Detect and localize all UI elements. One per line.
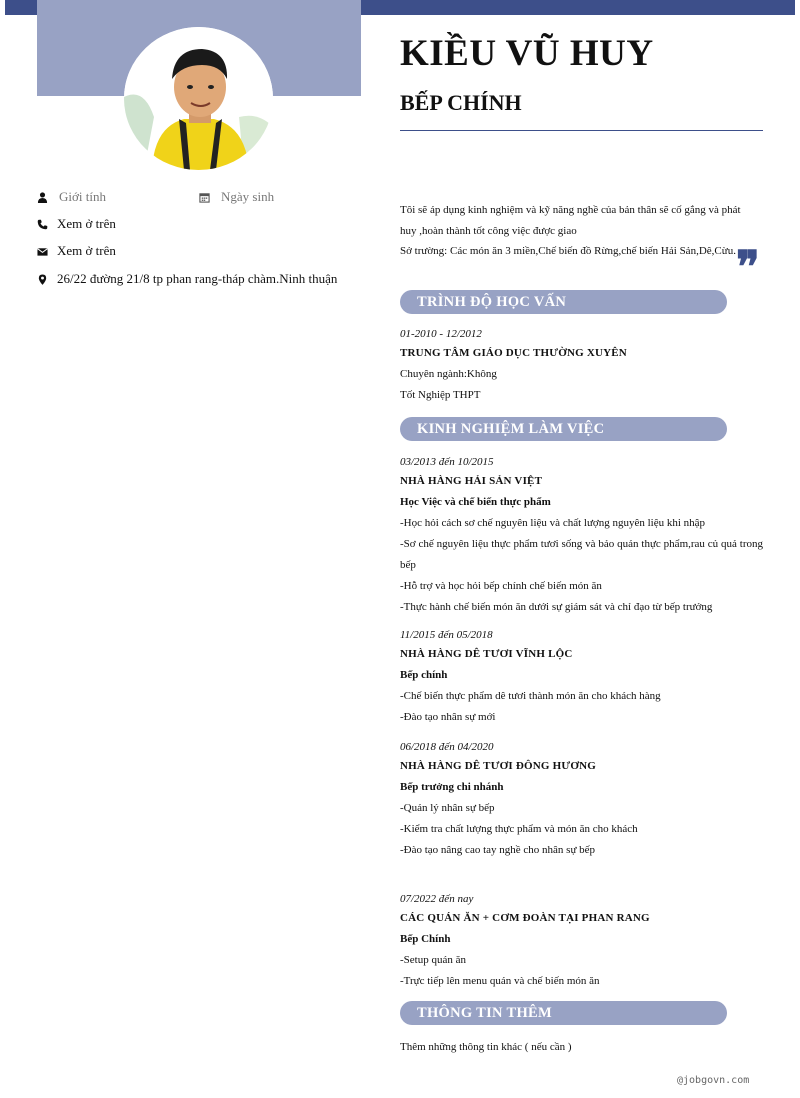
additional-entry <box>400 1037 763 1058</box>
additional-heading: THÔNG TIN THÊM <box>400 1001 727 1025</box>
education-heading: TRÌNH ĐỘ HỌC VẤN <box>400 290 727 314</box>
job-entry <box>400 889 763 992</box>
job-entry <box>400 625 763 728</box>
job-entry <box>400 737 763 861</box>
education-result: Tốt Nghiệp THPT <box>400 389 481 401</box>
location-pin-icon <box>37 274 48 285</box>
birthday-row <box>199 189 274 205</box>
education-date: 01-2010 - 12/2012 <box>400 328 482 340</box>
job-duty: -Sơ chế nguyên liệu thực phẩm tươi sống và bảo quản thực phẩm,rau củ quả trong bếp <box>400 538 763 571</box>
address-value: 26/22 đường 21/8 tp phan rang-tháp chàm.Ninh thuận <box>57 271 338 286</box>
job-duty: -Hỗ trợ và học hỏi bếp chính chế biến món ăn <box>400 580 602 592</box>
education-major: Chuyên ngành:Không <box>400 368 497 380</box>
job-duty: -Quản lý nhân sự bếp <box>400 802 495 814</box>
job-position: Bếp chính <box>400 669 448 681</box>
job-date: 07/2022 đến nay <box>400 893 474 905</box>
job-duty: -Setup quán ăn <box>400 954 466 966</box>
education-school: TRUNG TÂM GIÁO DỤC THƯỜNG XUYÊN <box>400 347 627 359</box>
phone-row <box>37 216 116 232</box>
job-duty: -Đào tạo nâng cao tay nghề cho nhân sự bếp <box>400 844 596 856</box>
gender-label: Giới tính <box>59 189 106 204</box>
user-icon <box>37 192 48 203</box>
birthday-label: Ngày sinh <box>221 189 275 204</box>
job-date: 03/2013 đến 10/2015 <box>400 456 494 468</box>
phone-icon <box>37 219 48 230</box>
objective-line: huy ,hoàn thành tốt công việc được giao <box>400 224 577 237</box>
job-duty: -Đào tạo nhân sự mới <box>400 711 496 723</box>
job-date: 11/2015 đến 05/2018 <box>400 629 493 641</box>
job-duty: -Trực tiếp lên menu quán và chế biến món ăn <box>400 975 600 987</box>
additional-text: Thêm những thông tin khác ( nếu cần ) <box>400 1041 572 1053</box>
job-company: NHÀ HÀNG DÊ TƯƠI VĨNH LỘC <box>400 648 573 660</box>
watermark: @jobgovn.com <box>677 1075 750 1086</box>
job-duty: -Thực hành chế biến món ăn dưới sự giám sát và chỉ đạo từ bếp trưởng <box>400 601 713 613</box>
job-entry <box>400 452 763 618</box>
header-divider <box>400 130 763 131</box>
job-company: NHÀ HÀNG DÊ TƯƠI ĐÔNG HƯƠNG <box>400 760 596 772</box>
address-row <box>37 271 337 287</box>
job-date: 06/2018 đến 04/2020 <box>400 741 494 753</box>
job-company: CÁC QUÁN ĂN + CƠM ĐOÀN TẠI PHAN RANG <box>400 912 650 924</box>
gender-row <box>37 189 106 205</box>
objective-line: Tôi sẽ áp dụng kinh nghiệm và kỹ năng nghề của bản thân sẽ cố gắng và phát <box>400 204 741 216</box>
job-company: NHÀ HÀNG HẢI SẢN VIỆT <box>400 475 543 487</box>
candidate-role: BẾP CHÍNH <box>400 90 522 115</box>
email-value: Xem ở trên <box>57 243 116 258</box>
job-position: Bếp Chính <box>400 933 451 945</box>
job-position: Học Việc và chế biến thực phẩm <box>400 496 551 508</box>
career-objective <box>400 200 763 262</box>
job-position: Bếp trưởng chi nhánh <box>400 781 504 793</box>
objective-line: Sở trường: Các món ăn 3 miền,Chế biến đồ Rừng,chế biến Hải Sản,Dê,Cừu. <box>400 245 736 257</box>
mail-icon <box>37 246 48 257</box>
profile-photo <box>124 27 273 170</box>
job-duty: -Chế biến thực phẩm dê tươi thành món ăn cho khách hàng <box>400 690 661 702</box>
job-duty: -Kiểm tra chất lượng thực phẩm và món ăn cho khách <box>400 823 638 835</box>
candidate-name: KIỀU VŨ HUY <box>400 33 654 74</box>
quote-mark-icon: ❞ <box>736 242 760 293</box>
calendar-icon <box>199 192 210 203</box>
experience-heading: KINH NGHIỆM LÀM VIỆC <box>400 417 727 441</box>
email-row <box>37 243 116 259</box>
phone-value: Xem ở trên <box>57 216 116 231</box>
education-entry <box>400 324 763 406</box>
job-duty: -Học hỏi cách sơ chế nguyên liệu và chất lượng nguyên liệu khi nhập <box>400 517 706 529</box>
